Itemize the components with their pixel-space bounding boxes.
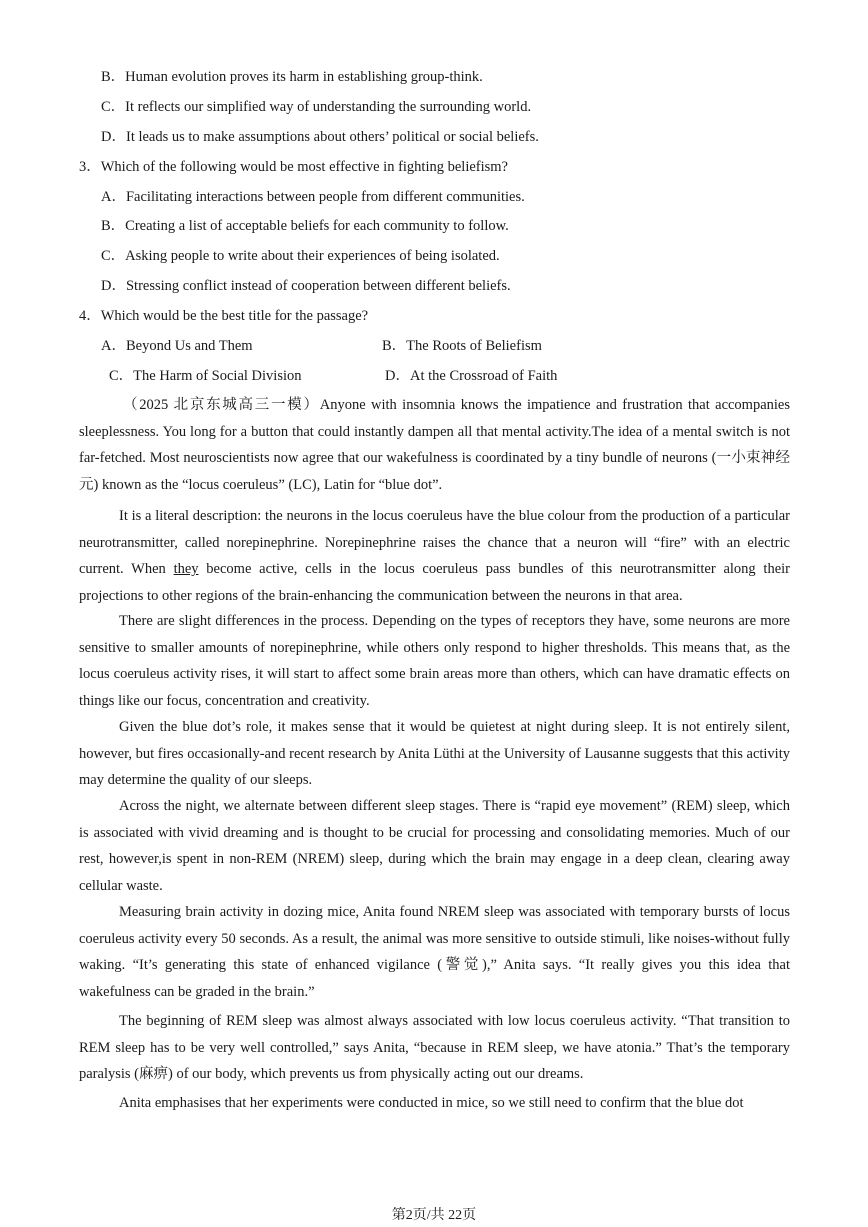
option-letter: A． bbox=[101, 338, 126, 354]
q4-stem bbox=[79, 306, 368, 326]
q4-option-b bbox=[382, 336, 542, 356]
q3-option-d bbox=[101, 276, 511, 296]
option-letter: D． bbox=[385, 368, 410, 384]
passage-paragraph-2 bbox=[79, 503, 790, 609]
question-text: Which of the following would be most effective in fighting beliefism? bbox=[100, 159, 508, 175]
option-text: Human evolution proves its harm in establishing group-think. bbox=[125, 69, 483, 85]
passage-paragraph-3 bbox=[79, 608, 790, 714]
passage-paragraph-4 bbox=[79, 714, 790, 794]
q4-option-d bbox=[385, 366, 557, 386]
option-letter: B． bbox=[382, 338, 407, 354]
option-letter: A． bbox=[101, 189, 126, 205]
question-text: Which would be the best title for the passage? bbox=[100, 308, 369, 324]
q4-option-c bbox=[109, 366, 302, 386]
paragraph-text: The beginning of REM sleep was almost always associated with low locus coeruleus activity. “That transition to REM sleep has to be very well controlled,” says Anita, “because in REM sleep, we have atonia.” That’s the temporary paralysis (麻痹) of our body, which prevents us from physically acting out our dreams. bbox=[79, 1013, 790, 1082]
option-text: Creating a list of acceptable beliefs for each community to follow. bbox=[125, 218, 509, 234]
option-letter: B． bbox=[101, 69, 126, 85]
underlined-word: they bbox=[173, 561, 199, 577]
passage-paragraph-5 bbox=[79, 793, 790, 899]
passage-paragraph-7 bbox=[79, 1008, 790, 1088]
paragraph-text: Anita emphasises that her experiments were conducted in mice, so we still need to confirm that the blue dot bbox=[119, 1095, 744, 1111]
option-text: It reflects our simplified way of understanding the surrounding world. bbox=[125, 99, 532, 115]
option-text: Asking people to write about their experiences of being isolated. bbox=[125, 248, 500, 264]
passage-paragraph-8 bbox=[79, 1090, 790, 1117]
page-number: 第2页/共 22页 bbox=[391, 1208, 477, 1223]
option-letter: B． bbox=[101, 218, 126, 234]
option-text: Beyond Us and Them bbox=[125, 338, 253, 354]
question-number: 3． bbox=[79, 159, 101, 175]
q3-option-b bbox=[101, 216, 509, 236]
option-text: At the Crossroad of Faith bbox=[409, 368, 558, 384]
paragraph-text: Anyone with insomnia knows the impatience and frustration that accompanies sleeplessness. You long for a button that could instantly dampen all that mental activity.The idea of a mental switch is not far-fetched. Most neuroscientists now agree that our wakefulness is coordinated by a tiny bundle of neurons (一小束神经元) known as the “locus coeruleus” (LC), Latin for “blue dot”. bbox=[79, 397, 791, 493]
q3-option-c bbox=[101, 246, 500, 266]
q2-option-c bbox=[101, 97, 531, 117]
option-letter: D． bbox=[101, 278, 126, 294]
passage-paragraph-1 bbox=[79, 392, 790, 498]
paragraph-text: become active, cells in the locus coeruleus pass bundles of this neurotransmitter along their projections to other regions of the brain-enhancing the communication between the neurons in that area. bbox=[79, 561, 791, 604]
paragraph-text: Measuring brain activity in dozing mice, Anita found NREM sleep was associated with temporary bursts of locus coeruleus activity every 50 seconds. As a result, the animal was more sensitive to outside stimuli, like noises-without fully waking. “It’s generating this state of enhanced vigilance (警觉),” Anita says. “It really gives you this idea that wakefulness can be graded in the brain.” bbox=[79, 904, 790, 1000]
q2-option-b bbox=[101, 67, 483, 87]
option-text: The Harm of Social Division bbox=[133, 368, 302, 384]
paragraph-text: Across the night, we alternate between different sleep stages. There is “rapid eye movement” (REM) sleep, which is associated with vivid dreaming and is thought to be crucial for processing and consolidating memories. Much of our rest, however,is spent in non-REM (NREM) sleep, during which the brain may engage in a deep clean, clearing away cellular waste. bbox=[79, 798, 790, 894]
option-letter: C． bbox=[101, 248, 126, 264]
q3-stem bbox=[79, 157, 508, 177]
option-letter: D． bbox=[101, 129, 126, 145]
option-text: Stressing conflict instead of cooperation between different beliefs. bbox=[125, 278, 511, 294]
option-letter: C． bbox=[109, 368, 134, 384]
question-number: 4． bbox=[79, 308, 101, 324]
q4-option-a bbox=[101, 336, 253, 356]
passage-source: （2025 北京东城高三一模） bbox=[123, 397, 320, 413]
option-letter: C． bbox=[101, 99, 126, 115]
q2-option-d bbox=[101, 127, 539, 147]
paragraph-text: Given the blue dot’s role, it makes sense that it would be quietest at night during sleep. It is not entirely silent, however, but fires occasionally-and recent research by Anita Lüthi at the University of Lausanne suggests that this activity may determine the quality of our sleeps. bbox=[79, 719, 790, 788]
paragraph-text: It is a literal description: the neurons in the locus coeruleus have the blue colour from the production of a particular neurotransmitter, called norepinephrine. Norepinephrine raises the chance that a neuron will “fire” with an electric current. When bbox=[79, 508, 790, 577]
option-text: It leads us to make assumptions about others’ political or social beliefs. bbox=[125, 129, 539, 145]
option-text: Facilitating interactions between people from different communities. bbox=[125, 189, 525, 205]
option-text: The Roots of Beliefism bbox=[406, 338, 542, 354]
paragraph-text: There are slight differences in the process. Depending on the types of receptors they have, some neurons are more sensitive to smaller amounts of norepinephrine, while others only respond to higher thresholds. This means that, as the locus coeruleus activity rises, it will start to affect some brain areas more than others, which can have dramatic effects on things like our focus, concentration and creativity. bbox=[79, 613, 790, 709]
q3-option-a bbox=[101, 187, 525, 207]
passage-paragraph-6 bbox=[79, 899, 790, 1005]
